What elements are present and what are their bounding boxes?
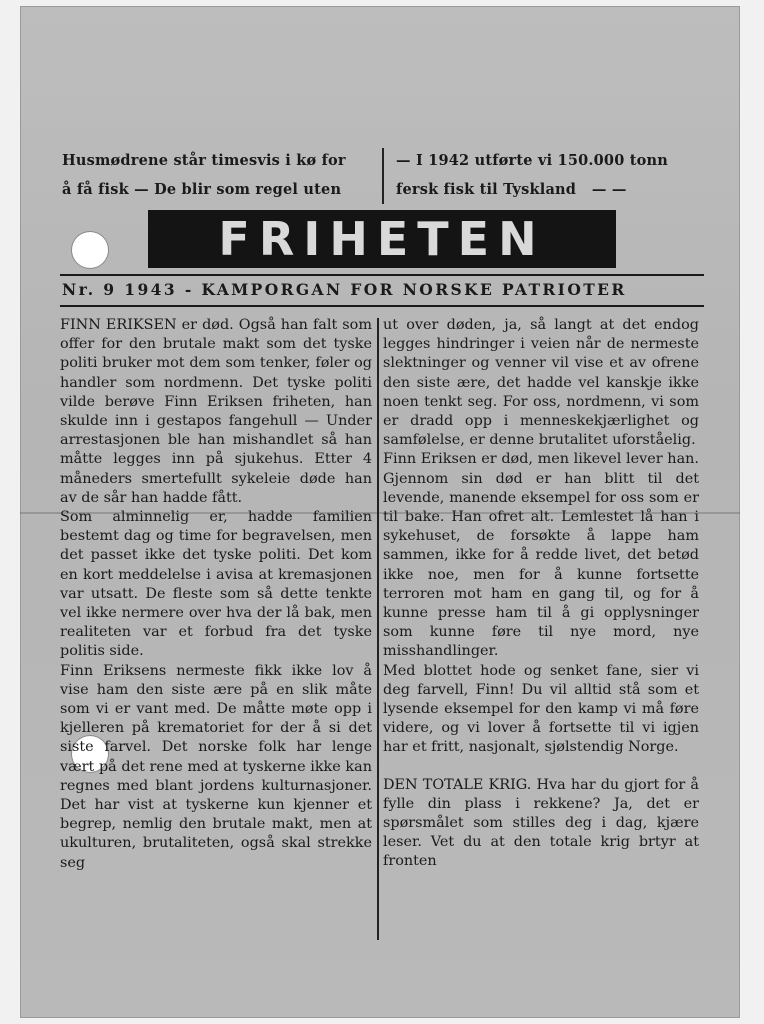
article-paragraph: Finn Eriksens nermeste fikk ikke lov å vise ham den siste ære på en slik måte som vi er vant med. De måtte møte opp i kjelleren på krematoriet for der å si det siste farvel. Det norske folk har lenge vært på det rene med at tyskerne ikke kan regnes med blant jordens kulturnasjoner. Det har vist at tyskerne kun kjenner et begrep, nemlig den brutale makt, men at ukulturen, brutaliteten, også skal strekke seg: [60, 662, 372, 871]
article-paragraph: FINN ERIKSEN er død. Også han falt som offer for den brutale makt som det tyske politi bruker mot dem som tenker, føler og handler som nordmenn. Det tyske politi vilde berøve Finn Eriksen friheten, han skulde inn i gestapos fangehull — Under arrestasjonen ble han mishandlet så han måtte legges inn på sjukehus. Etter 4 måneders smertefullt sykeleie døde han av de sår han hadde fått.: [60, 317, 372, 506]
teaser-divider: [382, 148, 384, 204]
header-teasers: [60, 146, 704, 206]
article-paragraph: Finn Eriksen er død, men likevel lever han. Gjennom sin død er han blitt til det levende, manende eksempel for oss som er til bake. Han ofret alt. Lemlestet lå han i sykehuset, de forsøkte å lappe ham sammen, ikke for å redde livet, det betød ikke noe, men for å kunne fortsette terroren mot ham en gang til, og for å kunne presse ham til å gi opplysninger som kunne føre til nye mord, nye misshandlinger.: [383, 451, 699, 660]
subline-top-rule: [60, 274, 704, 276]
subline-bottom-rule: [60, 305, 704, 307]
section-gap: [383, 758, 699, 776]
punch-hole-top: [72, 232, 108, 268]
article-column-right: [383, 316, 699, 872]
article-paragraph: Som alminnelig er, hadde familien bestemt dag og time for begravelsen, men det passet ikke det tyske politi. Det kom en kort meddelelse i avisa at kremasjonen var utsatt. De fleste som så dette tenkte vel ikke nermere over hva der lå bak, men realiteten var et forbud fra det tyske politis side.: [60, 509, 372, 660]
masthead-banner: [148, 210, 616, 268]
column-divider: [377, 318, 379, 940]
masthead-title: FRIHETEN: [218, 212, 546, 266]
second-article-paragraph: DEN TOTALE KRIG. Hva har du gjort for å fylle din plass i rekkene? Ja, det er spørsmålet som stilles deg i dag, kjære leser. Vet du at den totale krig brtyr at fronten: [383, 776, 699, 870]
teaser-right: — I 1942 utførte vi 150.000 tonn fersk fisk til Tyskland — —: [396, 152, 669, 198]
teaser-left: Husmødrene står timesvis i kø for å få fisk — De blir som regel uten: [62, 152, 346, 198]
article-column-left: [60, 316, 372, 873]
article-paragraph: Med blottet hode og senket fane, sier vi deg farvell, Finn! Du vil alltid stå som et lysende eksempel for den kamp vi må føre videre, og vi lover å fortsette til vi igjen har et fritt, nasjonalt, sjølstendig Norge.: [383, 662, 699, 756]
article-paragraph: ut over døden, ja, så langt at det endog legges hindringer i veien når de nermeste slektninger og venner vil vise et av ofrene den siste ære, det hadde vel kanskje ikke noen tenkt seg. For oss, nordmenn, vi som er dradd opp i menneskekjærlighet og samfølelse, er denne brutalitet uforståelig.: [383, 317, 699, 449]
issue-subline: Nr. 9 1943 - KAMPORGAN FOR NORSKE PATRIOTER: [62, 280, 627, 299]
